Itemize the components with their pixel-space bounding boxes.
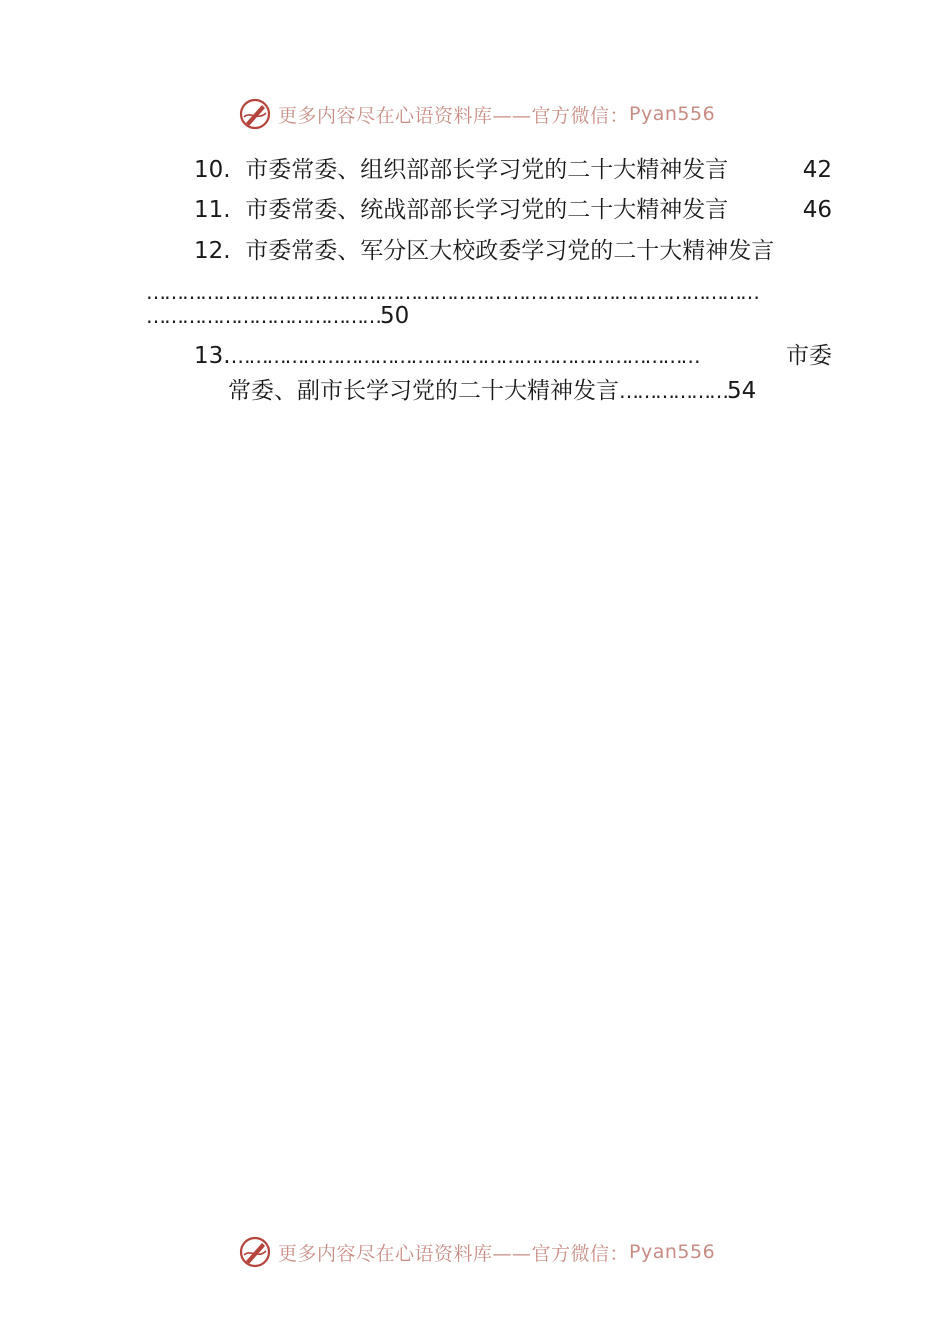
toc-item-13-page: 54 [727, 378, 757, 404]
toc-item-13-title-cont: 常委、副市长学习党的二十大精神发言 [228, 378, 619, 404]
toc-item-12-leader-dots: ………………………………………………………………………………………… [146, 280, 758, 304]
toc-item-11[interactable] [194, 194, 832, 226]
toc-item-12-page: 50 [380, 303, 410, 329]
toc-item-10-page: 42 [802, 157, 832, 183]
banner-text: 更多内容尽在心语资料库——官方微信： [278, 104, 630, 127]
toc-item-10-title: 10. 市委常委、组织部部长学习党的二十大精神发言 [194, 157, 729, 183]
toc-item-13[interactable] [194, 340, 832, 372]
pen-logo-icon [238, 97, 272, 131]
toc-item-13-continued: 常委、副市长学习党的二十大精神发言………………54 [228, 378, 757, 404]
toc-item-13-num: 13. [194, 343, 231, 369]
toc-item-11-page: 46 [802, 197, 832, 223]
toc-item-12-leader-end: …………………………………50 [146, 303, 410, 329]
banner-wechat-id: Pyan556 [629, 103, 716, 125]
toc-item-12-title: 市委常委、军分区大校政委学习党的二十大精神发言 [245, 238, 775, 264]
footer-banner [238, 1234, 758, 1270]
toc-item-13-title-start: 市委 [786, 343, 832, 369]
banner-text: 更多内容尽在心语资料库——官方微信： [278, 1242, 630, 1265]
banner-wechat-id: Pyan556 [629, 1241, 716, 1263]
toc-item-12[interactable]: 12. 市委常委、军分区大校政委学习党的二十大精神发言 [194, 238, 775, 264]
toc-item-10[interactable] [194, 154, 832, 186]
pen-logo-icon [238, 1235, 272, 1269]
toc-item-13-leader-dots: …………………………………………………………………… [230, 344, 699, 368]
header-banner [238, 96, 758, 132]
toc-item-11-title: 11. 市委常委、统战部部长学习党的二十大精神发言 [194, 197, 729, 223]
